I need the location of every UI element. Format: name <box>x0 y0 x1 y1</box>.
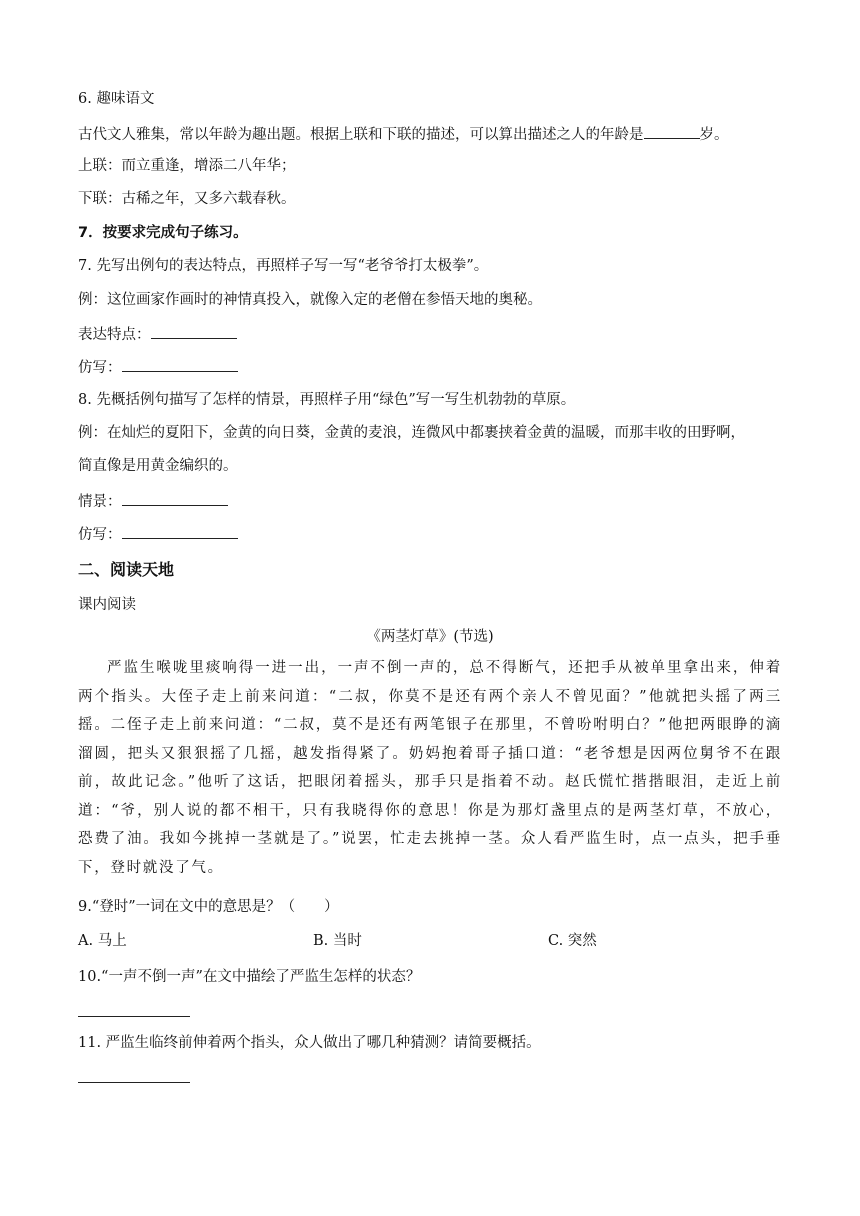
q7-imitate-label: 仿写： <box>78 360 122 376</box>
passage-body: 严监生喉咙里痰响得一进一出，一声不倒一声的，总不得断气，还把手从被单里拿出来，伸着两个指头。大侄子走上前来问道：“二叔，你莫不是还有两个亲人不曾见面？”他就把头摇了两三摇。二侄子走上前来问道：“二叔，莫不是还有两笔银子在那里，不曾吩咐明白？”他把两眼睁的滴溜圆，把头又狠狠摇了几摇，越发指得紧了。奶妈抱着哥子插口道：“老爷想是因两位舅爷不在跟前，故此记念。”他听了这话，把眼闭着摇头，那手只是指着不动。赵氏慌忙揩揩眼泪，走近上前道：“爷，别人说的都不相干，只有我晓得你的意思！你是为那灯盏里点的是两茎灯草，不放心，恐费了油。我如今挑掉一茎就是了。”说罢，忙走去挑掉一茎。众人看严监生时，点一点头，把手垂下，登时就没了气。 <box>78 660 782 876</box>
q8-imitate-label: 仿写： <box>78 527 122 543</box>
q9-question: 9.“登时”一词在文中的意思是？（ ） <box>78 899 339 915</box>
passage-title: 《两茎灯草》(节选) <box>366 629 494 645</box>
q9-option-b[interactable]: B. 当时 <box>313 933 362 949</box>
q6-heading: 6. 趣味语文 <box>78 91 155 107</box>
q6-prompt <box>78 122 800 146</box>
q10-question: 10.“一声不倒一声”在文中描绘了严监生怎样的状态？ <box>78 969 421 985</box>
q8-scene-blank[interactable] <box>122 489 228 506</box>
q6-prompt-unit: 岁。 <box>699 127 729 143</box>
part2-subheading: 课内阅读 <box>78 597 136 613</box>
q11-answer-line[interactable] <box>78 1082 190 1083</box>
section7-heading: 7．按要求完成句子练习。 <box>78 225 248 241</box>
q8-scene <box>78 489 800 513</box>
part2-heading: 二、阅读天地 <box>78 560 175 579</box>
q6-lower-couplet: 下联：古稀之年，又多六载春秋。 <box>78 191 296 207</box>
q10-answer-line[interactable] <box>78 1016 190 1017</box>
q7-example: 例：这位画家作画时的神情真投入，就像入定的老僧在参悟天地的奥秘。 <box>78 292 542 308</box>
q8-imitate <box>78 522 800 546</box>
q8-imitate-blank[interactable] <box>122 522 238 539</box>
q9-option-a[interactable]: A. 马上 <box>78 933 127 949</box>
q7-feature <box>78 322 800 346</box>
q7-imitate-blank[interactable] <box>122 355 238 372</box>
q8-example-line2: 简直像是用黄金编织的。 <box>78 458 238 474</box>
q6-upper-couplet: 上联：而立重逢，增添二八年华； <box>78 158 296 174</box>
q7-feature-blank[interactable] <box>151 322 237 339</box>
q8-question: 8. 先概括例句描写了怎样的情景，再照样子用“绿色”写一写生机勃勃的草原。 <box>78 392 576 408</box>
q6-prompt-text: 古代文人雅集，常以年龄为趣出题。根据上联和下联的描述，可以算出描述之人的年龄是 <box>78 127 644 143</box>
q11-question: 11. 严监生临终前伸着两个指头，众人做出了哪几种猜测？请简要概括。 <box>78 1035 541 1051</box>
q7-question: 7. 先写出例句的表达特点，再照样子写一写“老爷爷打太极拳”。 <box>78 258 489 274</box>
q7-feature-label: 表达特点： <box>78 327 151 343</box>
q8-scene-label: 情景： <box>78 494 122 510</box>
q9-option-c[interactable]: C. 突然 <box>548 933 597 949</box>
q7-imitate <box>78 355 800 379</box>
q8-example-line1: 例：在灿烂的夏阳下，金黄的向日葵，金黄的麦浪，连微风中都裹挟着金黄的温暖，而那丰收的田野啊， <box>78 425 745 441</box>
q6-age-blank[interactable] <box>644 122 700 139</box>
